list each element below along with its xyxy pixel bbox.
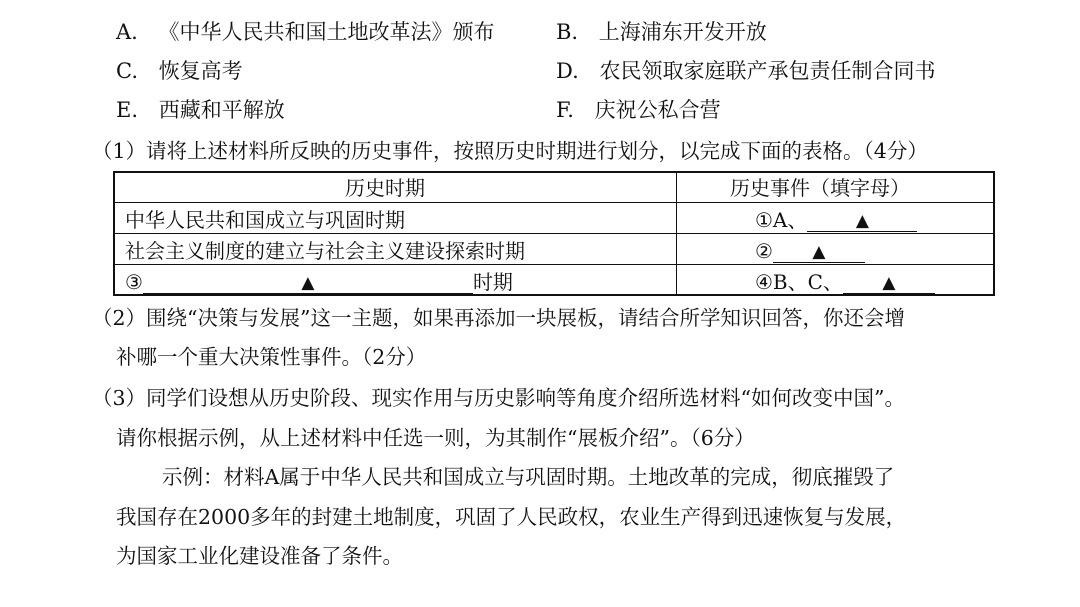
option-text: 庆祝公私合营 — [594, 98, 721, 122]
row3-event-prefix: ④B、C、 — [755, 270, 843, 294]
option-c — [116, 61, 243, 82]
row1-event — [755, 210, 917, 232]
option-letter: E. — [116, 98, 139, 122]
row2-event-prefix: ② — [755, 239, 773, 263]
row3-period-prefix: ③ — [125, 270, 143, 294]
row2-period: 社会主义制度的建立与社会主义建设探索时期 — [125, 239, 525, 263]
row3-period-suffix: 时期 — [472, 270, 513, 294]
option-a — [116, 22, 495, 43]
blank-marker-icon: ▲ — [855, 211, 869, 231]
example-line-3: 为国家工业化建设准备了条件。 — [116, 544, 403, 568]
table-column-divider — [676, 173, 677, 294]
table-row-divider — [115, 202, 993, 203]
option-d — [556, 61, 935, 82]
row1-period: 中华人民共和国成立与巩固时期 — [125, 208, 405, 232]
row3-period — [125, 272, 513, 294]
option-b — [556, 22, 767, 43]
question-1: （1）请将上述材料所反映的历史事件，按照历史时期进行划分，以完成下面的表格。（4分） — [92, 139, 928, 163]
option-text: 恢复高考 — [158, 59, 243, 83]
option-letter: C. — [116, 59, 138, 83]
table-row-divider — [115, 264, 993, 265]
row2-event — [755, 241, 865, 263]
blank-marker-icon: ▲ — [882, 273, 896, 293]
row1-event-prefix: ①A、 — [755, 208, 808, 232]
header-period: 历史时期 — [345, 176, 425, 200]
option-f — [556, 100, 721, 121]
option-text: 《中华人民共和国土地改革法》颁布 — [158, 20, 495, 44]
question-3-line-1: （3）同学们设想从历史阶段、现实作用与历史影响等角度介绍所选材料“如何改变中国”。 — [92, 386, 906, 410]
answer-blank[interactable] — [143, 272, 473, 294]
question-3-line-2: 请你根据示例，从上述材料中任选一则，为其制作“展板介绍”。（6分） — [116, 426, 755, 450]
history-table — [113, 171, 995, 296]
option-text: 农民领取家庭联产承包责任制合同书 — [599, 59, 936, 83]
header-events: 历史事件（填字母） — [730, 176, 910, 200]
answer-blank[interactable] — [807, 210, 917, 232]
example-line-1: 示例：材料A属于中华人民共和国成立与巩固时期。土地改革的完成，彻底摧毁了 — [162, 465, 895, 489]
question-2-line-2: 补哪一个重大决策性事件。（2分） — [116, 345, 427, 369]
option-e — [116, 100, 285, 121]
option-letter: F. — [556, 98, 574, 122]
option-text: 西藏和平解放 — [158, 98, 285, 122]
blank-marker-icon: ▲ — [812, 242, 826, 262]
option-text: 上海浦东开发开放 — [598, 20, 767, 44]
blank-marker-icon: ▲ — [301, 273, 315, 293]
question-2-line-1: （2）围绕“决策与发展”这一主题，如果再添加一块展板，请结合所学知识回答，你还会增 — [92, 306, 906, 330]
option-letter: D. — [556, 59, 579, 83]
example-line-2: 我国存在2000多年的封建土地制度，巩固了人民政权，农业生产得到迅速恢复与发展， — [116, 505, 907, 529]
row3-event — [755, 272, 935, 294]
option-letter: A. — [116, 20, 138, 44]
table-row-divider — [115, 233, 993, 234]
answer-blank[interactable] — [843, 272, 935, 294]
answer-blank[interactable] — [773, 241, 865, 263]
option-letter: B. — [556, 20, 579, 44]
